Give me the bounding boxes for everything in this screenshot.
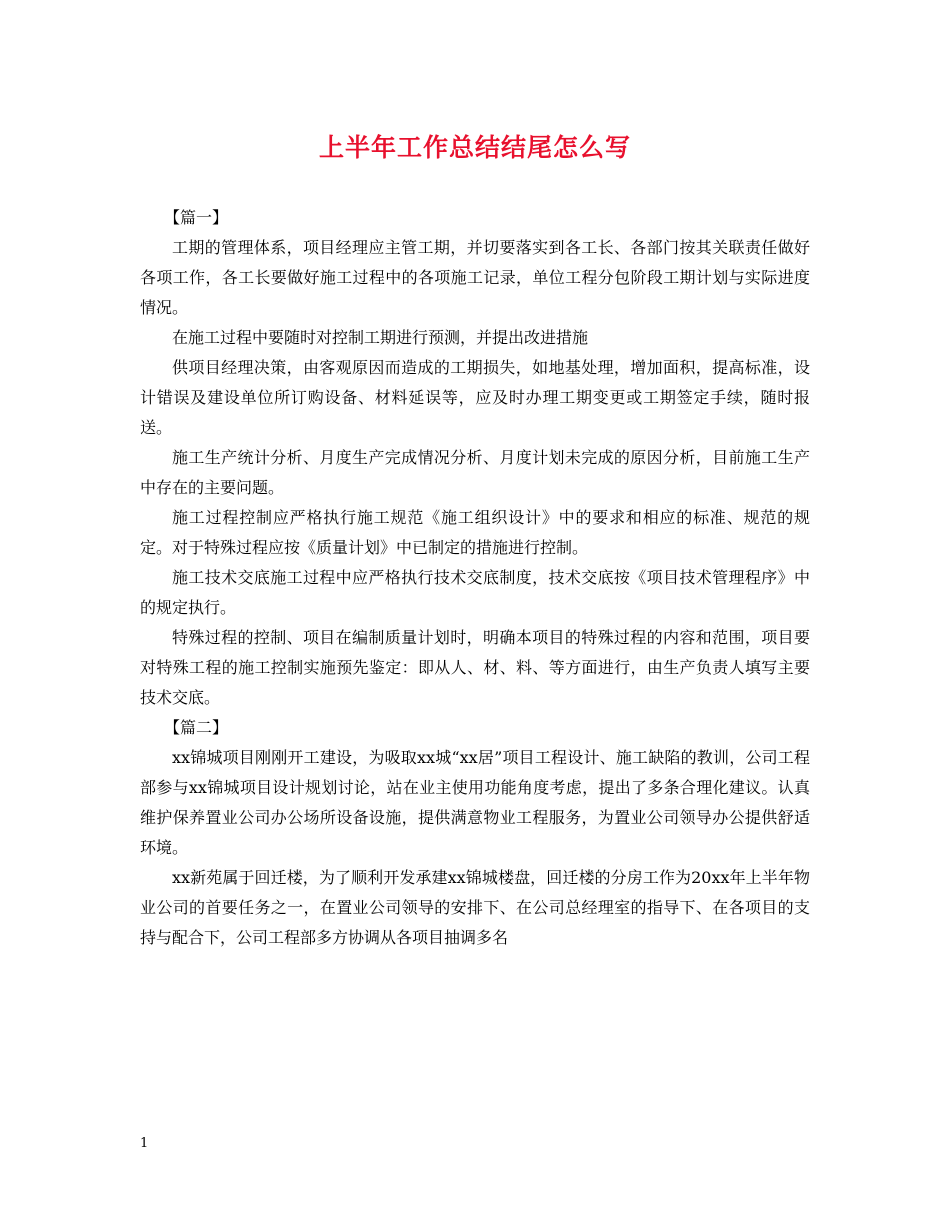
section-heading: 【篇一】 (164, 208, 229, 227)
paragraph: 施工技术交底施工过程中应严格执行技术交底制度，技术交底按《项目技术管理程序》中的规定执行。 (140, 568, 810, 617)
paragraph: xx新苑属于回迁楼，为了顺利开发承建xx锦城楼盘，回迁楼的分房工作为20xx年上半年物业公司的首要任务之一，在置业公司领导的安排下、在公司总经理室的指导下、在各项目的支持与配合下，公司工程部多方协调从各项目抽调多名 (140, 868, 810, 947)
document-body (140, 203, 810, 953)
paragraph: 施工过程控制应严格执行施工规范《施工组织设计》中的要求和相应的标准、规范的规定。对于特殊过程应按《质量计划》中已制定的措施进行控制。 (140, 508, 810, 557)
paragraph: xx锦城项目刚刚开工建设，为吸取xx城“xx居”项目工程设计、施工缺陷的教训，公司工程部参与xx锦城项目设计规划讨论，站在业主使用功能角度考虑，提出了多条合理化建议。认真维护保养置业公司办公场所设备设施，提供满意物业工程服务，为置业公司领导办公提供舒适环境。 (140, 748, 810, 857)
page-number: 1 (140, 1136, 149, 1151)
paragraph: 施工生产统计分析、月度生产完成情况分析、月度计划未完成的原因分析，目前施工生产中存在的主要问题。 (140, 448, 810, 497)
section-heading: 【篇二】 (164, 718, 229, 737)
paragraph: 供项目经理决策，由客观原因而造成的工期损失，如地基处理，增加面积，提高标准，设计错误及建设单位所订购设备、材料延误等，应及时办理工期变更或工期签定手续，随时报送。 (140, 358, 810, 437)
paragraph: 工期的管理体系，项目经理应主管工期，并切要落实到各工长、各部门按其关联责任做好各项工作，各工长要做好施工过程中的各项施工记录，单位工程分包阶段工期计划与实际进度情况。 (140, 238, 810, 317)
paragraph: 特殊过程的控制、项目在编制质量计划时，明确本项目的特殊过程的内容和范围，项目要对特殊工程的施工控制实施预先鉴定：即从人、材、料、等方面进行，由生产负责人填写主要技术交底。 (140, 628, 810, 707)
document-title: 上半年工作总结结尾怎么写 (318, 133, 631, 162)
paragraph: 在施工过程中要随时对控制工期进行预测，并提出改进措施 (172, 328, 589, 347)
